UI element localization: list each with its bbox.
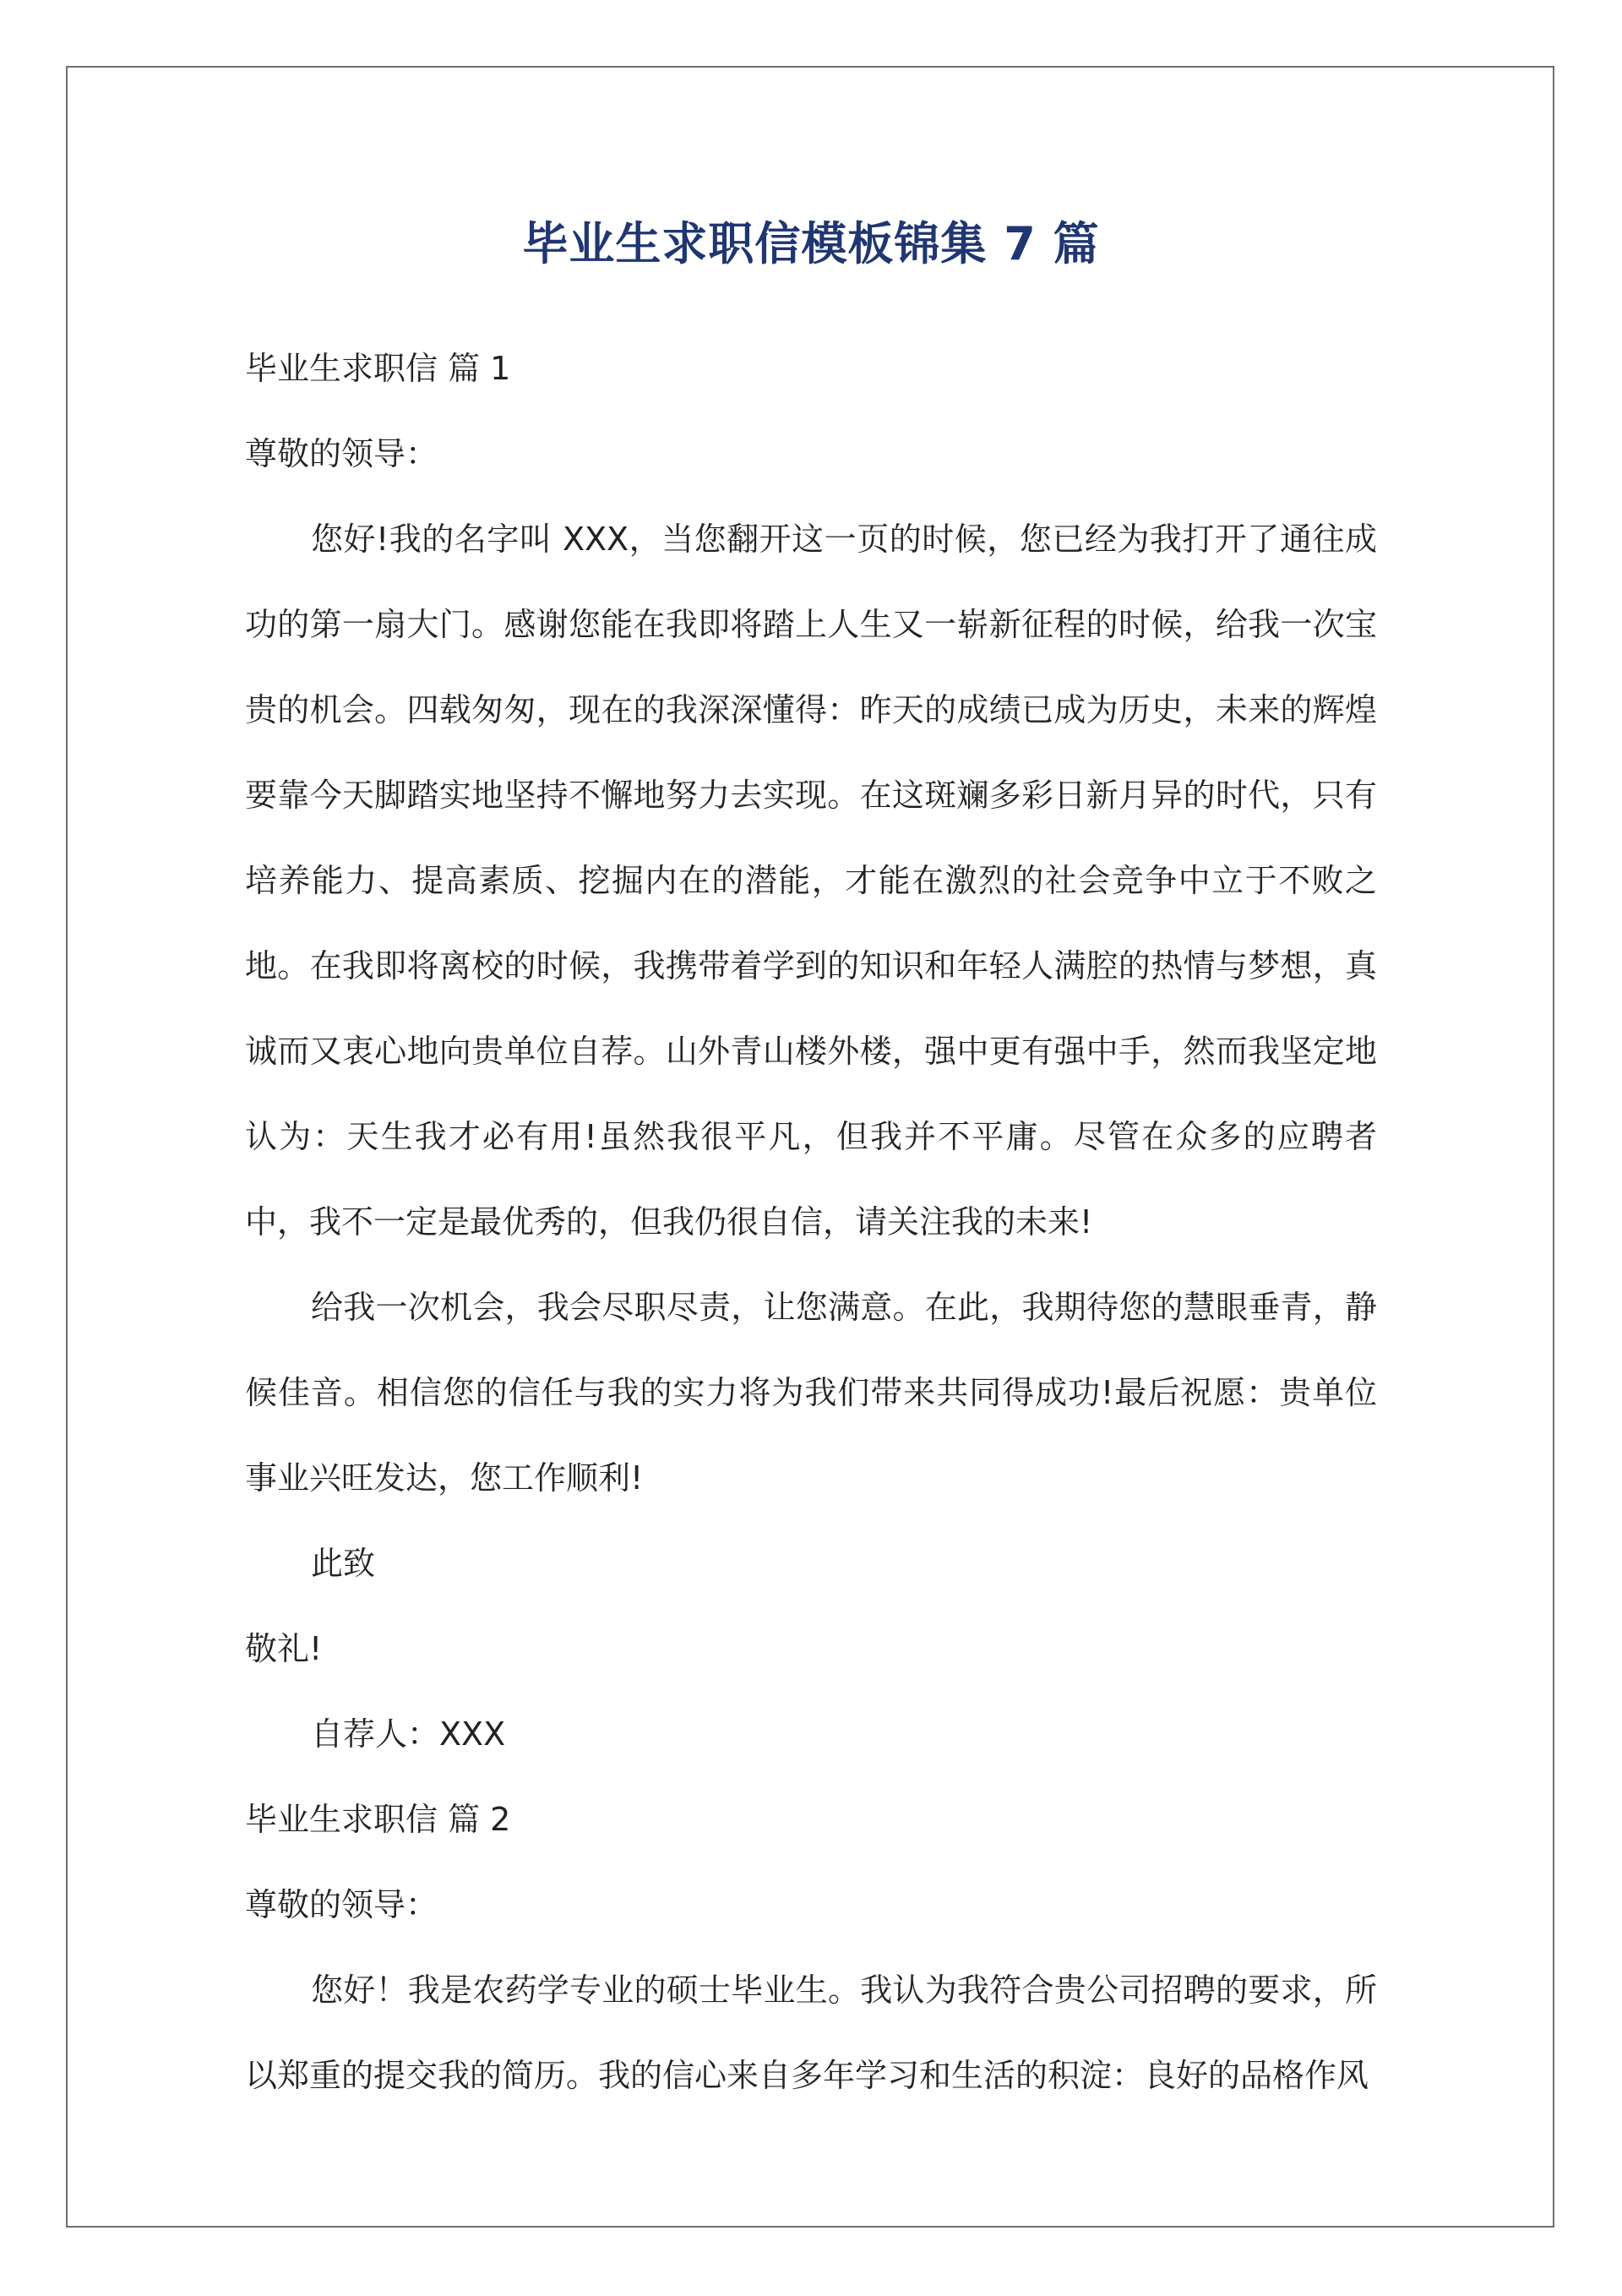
letter-1-paragraph-1: 您好!我的名字叫 XXX，当您翻开这一页的时候，您已经为我打开了通往成功的第一扇大门。感谢您能在我即将踏上人生又一崭新征程的时候，给我一次宝贵的机会。四载匆匆，现在的我深深懂得：昨天的成绩已成为历史，未来的辉煌要靠今天脚踏实地坚持不懈地努力去实现。在这斑斓多彩日新月异的时代，只有培养能力、提高素质、挖掘内在的潜能，才能在激烈的社会竞争中立于不败之地。在我即将离校的时候，我携带着学到的知识和年轻人满腔的热情与梦想，真诚而又衷心地向贵单位自荐。山外青山楼外楼，强中更有强中手，然而我坚定地认为：天生我才必有用!虽然我很平凡，但我并不平庸。尽管在众多的应聘者中，我不一定是最优秀的，但我仍很自信，请关注我的未来! bbox=[245, 521, 1377, 1241]
letter-1-paragraph-2: 给我一次机会，我会尽职尽责，让您满意。在此，我期待您的慧眼垂青，静候佳音。相信您的信任与我的实力将为我们带来共同得成功!最后祝愿：贵单位事业兴旺发达，您工作顺利! bbox=[245, 1289, 1377, 1497]
document-title: 毕业生求职信模板锦集 7 篇 bbox=[522, 217, 1100, 270]
letter-1-heading: 毕业生求职信 篇 1 bbox=[245, 350, 511, 387]
letter-2-paragraph-1: 您好！我是农药学专业的硕士毕业生。我认为我符合贵公司招聘的要求，所以郑重的提交我的简历。我的信心来自多年学习和生活的积淀：良好的品格作风 bbox=[245, 1972, 1377, 2094]
letter-2-heading: 毕业生求职信 篇 2 bbox=[245, 1801, 511, 1838]
letter-1-signature: 自荐人：XXX bbox=[311, 1715, 506, 1753]
letter-1-closing-2: 敬礼! bbox=[245, 1630, 323, 1667]
letter-2-salutation: 尊敬的领导： bbox=[245, 1886, 438, 1923]
document-body bbox=[245, 326, 1377, 2119]
letter-1-salutation: 尊敬的领导： bbox=[245, 435, 438, 472]
letter-1-closing-1: 此致 bbox=[311, 1545, 376, 1582]
